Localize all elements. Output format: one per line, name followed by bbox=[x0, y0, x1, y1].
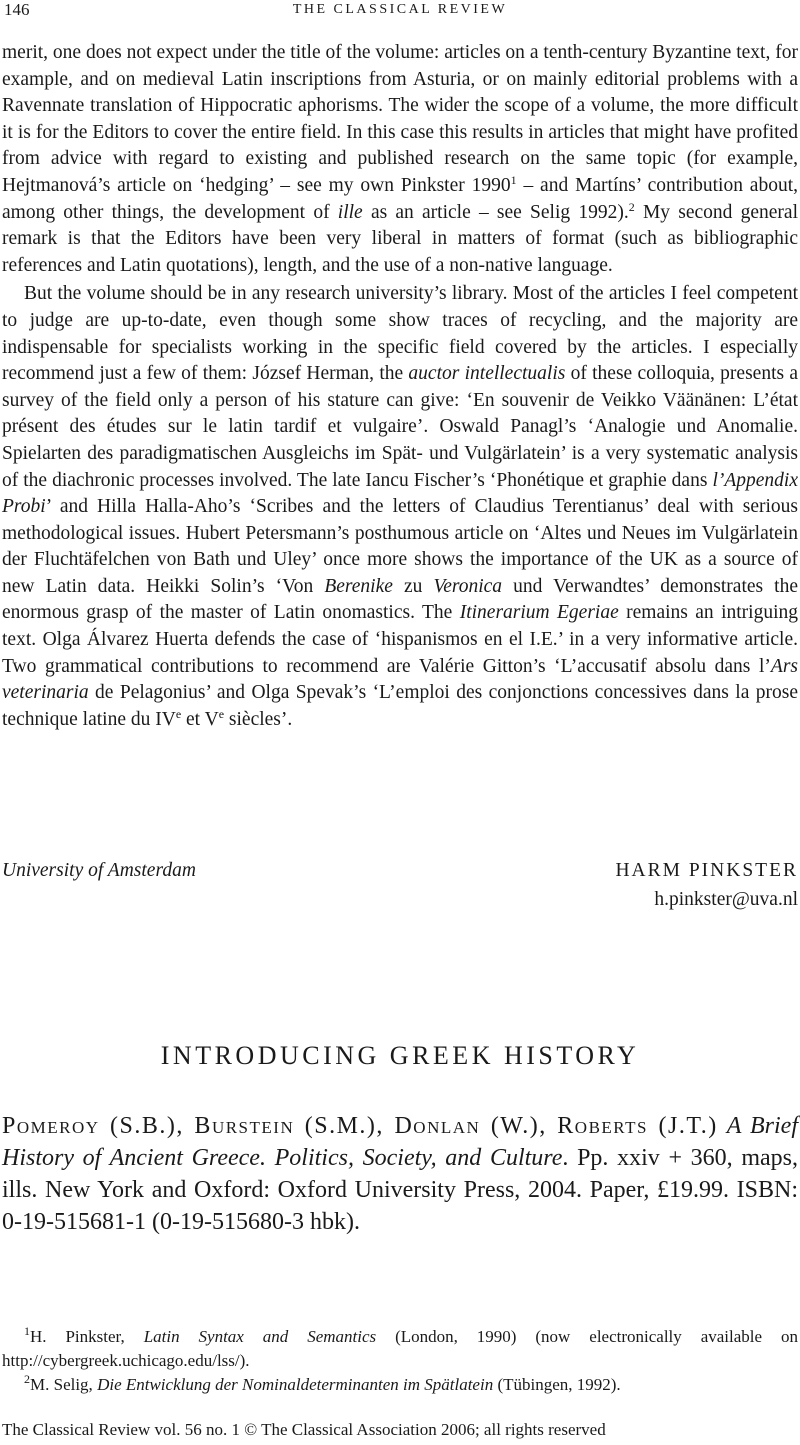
citation-details: . Pp. xxiv + 360, maps, ills. New York and Oxford: Oxford University Press, 2004. Paper, £19.99. ISBN: 0-19-515681-1 (0-19-515680-3 hbk). bbox=[2, 1145, 798, 1235]
signature-block bbox=[2, 860, 798, 920]
footnote-ref-1[interactable]: 1 bbox=[510, 172, 517, 187]
author-email[interactable]: h.pinkster@uva.nl bbox=[654, 889, 798, 910]
book-citation bbox=[2, 1110, 798, 1238]
footnotes bbox=[2, 1325, 798, 1397]
footnote-ref-2[interactable]: 2 bbox=[628, 199, 635, 214]
paragraph-2: But the volume should be in any research university’s library. Most of the articles I feel competent to judge are up-to-date, even though some show traces of recycling, and the majority are indispensable for specialists working in the specific field covered by the articles. I especially recommend just a few of them: József Herman, the auctor intellectualis of these colloquia, presents a survey of the field only a person of his stature can give: ‘En souvenir de Veikko Väänänen: L’état présent des études sur le latin tardif et vulgaire’. Oswald Panagl’s ‘Analogie und Anomalie. Spielarten des paradigmatischen Ausgleichs im Spät- und Vulgärlatein’ is a very systematic analysis of the diachronic processes involved. The late Iancu Fischer’s ‘Phonétique et graphie dans l’Appendix Probi’ and Hilla Halla-Aho’s ‘Scribes and the letters of Claudius Terentianus’ deal with serious methodological issues. Hubert Petersmann’s posthumous article on ‘Altes und Neues im Vulgärlatein der Fluchtäfelchen von Bath und Uley’ once more shows the importance of the UK as a source of new Latin data. Heikki Solin’s ‘Von Berenike zu Veronica und Verwandtes’ demonstrates the enormous grasp of the master of Latin onomastics. The Itinerarium Egeriae remains an intriguing text. Olga Álvarez Huerta defends the case of ‘hispanismos en el I.E.’ in a very informative article. Two grammatical contributions to recommend are Valérie Gitton’s ‘L’accusatif absolu dans l’Ars veterinaria de Pelagonius’ and Olga Spevak’s ‘L’emploi des conjonctions concessives dans la prose technique latine du IVe et Ve siècles’. bbox=[2, 283, 799, 730]
citation-authors: Pomeroy (S.B.), Burstein (S.M.), Donlan (W.), Roberts (J.T.) bbox=[2, 1113, 718, 1139]
review-section-title: INTRODUCING GREEK HISTORY bbox=[160, 1041, 640, 1070]
paragraph-1: merit, one does not expect under the title of the volume: articles on a tenth-century Byzantine text, for example, and on medieval Latin inscriptions from Asturia, or on mainly editorial problems with a Ravennate translation of Hippocratic aphorisms. The wider the scope of a volume, the more difficult it is for the Editors to cover the entire field. In this case this results in articles that might have profited from advice with regard to existing and published research on the same topic (for example, Hejtmanová’s article on ‘hedging’ – see my own Pinkster 1990$^1$ – and Martíns’ contribution about, among other things, the development of ille as an article – see Selig 1992).$^2$ My second general remark is that the Editors have been very liberal in matters of format (such as bibliographic references and Latin quotations), length, and the use of a non-native language. bbox=[2, 42, 798, 276]
author-name: HARM PINKSTER bbox=[615, 860, 798, 881]
page-number: 146 bbox=[4, 0, 30, 19]
citation-title: A Brief History of Ancient Greece. Politics, Society, and Culture bbox=[2, 1113, 799, 1171]
footnote-1: $^1$H. Pinkster, Latin Syntax and Semantics (London, 1990) (now electronically available on http://cybergreek.uchicago.edu/lss/). bbox=[2, 1324, 798, 1370]
running-title: THE CLASSICAL REVIEW bbox=[292, 2, 508, 17]
author-institution: University of Amsterdam bbox=[2, 860, 196, 881]
review-body bbox=[2, 40, 798, 733]
footnote-2: $^2$M. Selig, Die Entwicklung der Nominaldeterminanten im Spätlatein (Tübingen, 1992). bbox=[24, 1372, 621, 1394]
page-header bbox=[0, 0, 800, 24]
copyright-footer: The Classical Review vol. 56 no. 1 © The Classical Association 2006; all rights reserved bbox=[2, 1420, 606, 1439]
